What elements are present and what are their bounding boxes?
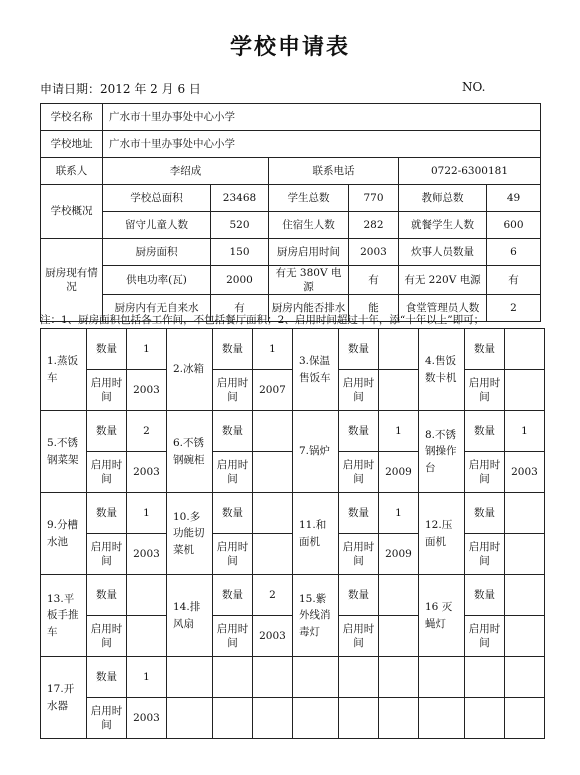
date-label: 申请日期： xyxy=(40,82,101,96)
qty-value: 1 xyxy=(379,411,419,452)
empty-cell xyxy=(505,698,545,739)
kitchen-section-label: 厨房现有情况 xyxy=(41,239,103,322)
school-address-label: 学校地址 xyxy=(41,131,103,158)
equipment-name: 6.不锈钢碗柜 xyxy=(167,411,213,493)
form-number-label: NO. xyxy=(462,80,486,94)
equipment-name: 11.和面机 xyxy=(293,493,339,575)
qty-label: 数量 xyxy=(465,575,505,616)
table-row xyxy=(41,657,545,698)
power-value: 2000 xyxy=(211,266,269,295)
start-value xyxy=(379,370,419,411)
start-value: 2009 xyxy=(379,452,419,493)
left-behind-label: 留守儿童人数 xyxy=(103,212,211,239)
qty-label: 数量 xyxy=(213,493,253,534)
teachers-label: 教师总数 xyxy=(399,185,487,212)
school-area-label: 学校总面积 xyxy=(103,185,211,212)
empty-cell xyxy=(379,657,419,698)
start-label: 启用时间 xyxy=(339,370,379,411)
empty-cell xyxy=(213,657,253,698)
school-area-value: 23468 xyxy=(211,185,269,212)
table-row xyxy=(41,131,541,158)
qty-value: 1 xyxy=(505,411,545,452)
qty-value xyxy=(379,329,419,370)
equipment-name: 4.售饭数卡机 xyxy=(419,329,465,411)
table-row xyxy=(41,575,545,616)
qty-value: 1 xyxy=(379,493,419,534)
qty-value xyxy=(505,329,545,370)
equipment-name: 7.锅炉 xyxy=(293,411,339,493)
empty-cell xyxy=(465,657,505,698)
start-label: 启用时间 xyxy=(339,534,379,575)
start-value: 2003 xyxy=(127,452,167,493)
dining-value: 600 xyxy=(487,212,541,239)
contact-label: 联系人 xyxy=(41,158,103,185)
table-row xyxy=(41,493,545,534)
empty-cell xyxy=(419,657,465,698)
students-value: 770 xyxy=(349,185,399,212)
equipment-name: 10.多功能切菜机 xyxy=(167,493,213,575)
table-row xyxy=(41,329,545,370)
start-value: 2003 xyxy=(253,616,293,657)
kitchen-area-value: 150 xyxy=(211,239,269,266)
qty-label: 数量 xyxy=(87,575,127,616)
qty-label: 数量 xyxy=(339,575,379,616)
start-label: 启用时间 xyxy=(213,534,253,575)
qty-label: 数量 xyxy=(465,329,505,370)
qty-label: 数量 xyxy=(339,411,379,452)
start-value xyxy=(253,452,293,493)
table-row xyxy=(41,212,541,239)
start-value: 2009 xyxy=(379,534,419,575)
equipment-name: 16 灭蝇灯 xyxy=(419,575,465,657)
start-value: 2003 xyxy=(127,370,167,411)
boarding-label: 住宿生人数 xyxy=(269,212,349,239)
start-value xyxy=(505,534,545,575)
qty-value xyxy=(505,575,545,616)
qty-value xyxy=(253,493,293,534)
table-row xyxy=(41,239,541,266)
qty-label: 数量 xyxy=(339,493,379,534)
v220-label: 有无 220V 电源 xyxy=(399,266,487,295)
start-label: 启用时间 xyxy=(213,452,253,493)
empty-cell xyxy=(293,698,339,739)
kitchen-start-value: 2003 xyxy=(349,239,399,266)
qty-label: 数量 xyxy=(87,411,127,452)
start-value xyxy=(505,370,545,411)
empty-cell xyxy=(167,657,213,698)
empty-cell xyxy=(167,698,213,739)
qty-label: 数量 xyxy=(87,493,127,534)
qty-value xyxy=(505,493,545,534)
start-label: 启用时间 xyxy=(339,452,379,493)
school-info-table xyxy=(40,103,541,322)
phone-value: 0722-6300181 xyxy=(399,158,541,185)
qty-value: 1 xyxy=(127,657,167,698)
qty-label: 数量 xyxy=(465,411,505,452)
application-date xyxy=(40,80,201,97)
qty-value: 2 xyxy=(127,411,167,452)
v220-value: 有 xyxy=(487,266,541,295)
qty-label: 数量 xyxy=(87,657,127,698)
overview-section-label: 学校概况 xyxy=(41,185,103,239)
equipment-name: 5.不锈钢菜架 xyxy=(41,411,87,493)
date-value: 2012 年 2 月 6 日 xyxy=(100,82,201,96)
empty-cell xyxy=(505,657,545,698)
empty-cell xyxy=(419,698,465,739)
start-label: 启用时间 xyxy=(87,616,127,657)
managers-label: 食堂管理员人数 xyxy=(399,295,487,322)
left-behind-value: 520 xyxy=(211,212,269,239)
empty-cell xyxy=(213,698,253,739)
qty-label: 数量 xyxy=(465,493,505,534)
start-label: 启用时间 xyxy=(465,370,505,411)
start-label: 启用时间 xyxy=(465,452,505,493)
equipment-name: 2.冰箱 xyxy=(167,329,213,411)
equipment-name: 15.紫外线消毒灯 xyxy=(293,575,339,657)
students-label: 学生总数 xyxy=(269,185,349,212)
qty-value xyxy=(127,575,167,616)
form-note: 注：1、厨房面积包括各工作间，不包括餐厅面积；2、启用时间超过十年，添“十年以上”即可； xyxy=(40,314,485,326)
qty-label: 数量 xyxy=(87,329,127,370)
v380-value: 有 xyxy=(349,266,399,295)
qty-value: 1 xyxy=(127,493,167,534)
equipment-name: 14.排风扇 xyxy=(167,575,213,657)
start-label: 启用时间 xyxy=(87,452,127,493)
table-row xyxy=(41,698,545,739)
managers-value: 2 xyxy=(487,295,541,322)
qty-value: 1 xyxy=(253,329,293,370)
empty-cell xyxy=(293,657,339,698)
start-label: 启用时间 xyxy=(339,616,379,657)
equipment-table xyxy=(40,328,545,739)
qty-label: 数量 xyxy=(213,575,253,616)
start-value xyxy=(379,616,419,657)
power-label: 供电功率(瓦) xyxy=(103,266,211,295)
contact-value: 李绍成 xyxy=(103,158,269,185)
qty-label: 数量 xyxy=(339,329,379,370)
table-row xyxy=(41,158,541,185)
start-label: 启用时间 xyxy=(465,616,505,657)
empty-cell xyxy=(253,657,293,698)
start-label: 启用时间 xyxy=(465,534,505,575)
cooks-label: 炊事人员数量 xyxy=(399,239,487,266)
start-label: 启用时间 xyxy=(87,534,127,575)
equipment-name: 12.压面机 xyxy=(419,493,465,575)
school-name-label: 学校名称 xyxy=(41,104,103,131)
table-row xyxy=(41,104,541,131)
start-value: 2003 xyxy=(505,452,545,493)
qty-label: 数量 xyxy=(213,329,253,370)
dining-label: 就餐学生人数 xyxy=(399,212,487,239)
form-title: 学校申请表 xyxy=(229,34,350,60)
qty-value: 2 xyxy=(253,575,293,616)
empty-cell xyxy=(339,698,379,739)
school-name-value: 广水市十里办事处中心小学 xyxy=(103,104,541,131)
start-value xyxy=(253,534,293,575)
qty-value xyxy=(379,575,419,616)
school-address-value: 广水市十里办事处中心小学 xyxy=(103,131,541,158)
equipment-name: 1.蒸饭车 xyxy=(41,329,87,411)
equipment-name: 13.平板手推车 xyxy=(41,575,87,657)
qty-label: 数量 xyxy=(213,411,253,452)
drain-label: 厨房内能否排水 xyxy=(269,295,349,322)
equipment-name: 17.开水器 xyxy=(41,657,87,739)
kitchen-start-label: 厨房启用时间 xyxy=(269,239,349,266)
equipment-name: 3.保温售饭车 xyxy=(293,329,339,411)
start-label: 启用时间 xyxy=(213,370,253,411)
empty-cell xyxy=(339,657,379,698)
cooks-value: 6 xyxy=(487,239,541,266)
start-value: 2003 xyxy=(127,534,167,575)
empty-cell xyxy=(465,698,505,739)
table-row xyxy=(41,185,541,212)
boarding-value: 282 xyxy=(349,212,399,239)
qty-value xyxy=(253,411,293,452)
kitchen-area-label: 厨房面积 xyxy=(103,239,211,266)
equipment-name: 8.不锈钢操作台 xyxy=(419,411,465,493)
table-row xyxy=(41,266,541,295)
phone-label: 联系电话 xyxy=(269,158,399,185)
start-value xyxy=(127,616,167,657)
start-label: 启用时间 xyxy=(213,616,253,657)
start-label: 启用时间 xyxy=(87,370,127,411)
start-value xyxy=(505,616,545,657)
teachers-value: 49 xyxy=(487,185,541,212)
table-row xyxy=(41,411,545,452)
empty-cell xyxy=(379,698,419,739)
v380-label: 有无 380V 电源 xyxy=(269,266,349,295)
water-value: 有 xyxy=(211,295,269,322)
drain-value: 能 xyxy=(349,295,399,322)
empty-cell xyxy=(253,698,293,739)
start-value: 2007 xyxy=(253,370,293,411)
start-label: 启用时间 xyxy=(87,698,127,739)
water-label: 厨房内有无自来水 xyxy=(103,295,211,322)
start-value: 2003 xyxy=(127,698,167,739)
qty-value: 1 xyxy=(127,329,167,370)
equipment-name: 9.分槽水池 xyxy=(41,493,87,575)
